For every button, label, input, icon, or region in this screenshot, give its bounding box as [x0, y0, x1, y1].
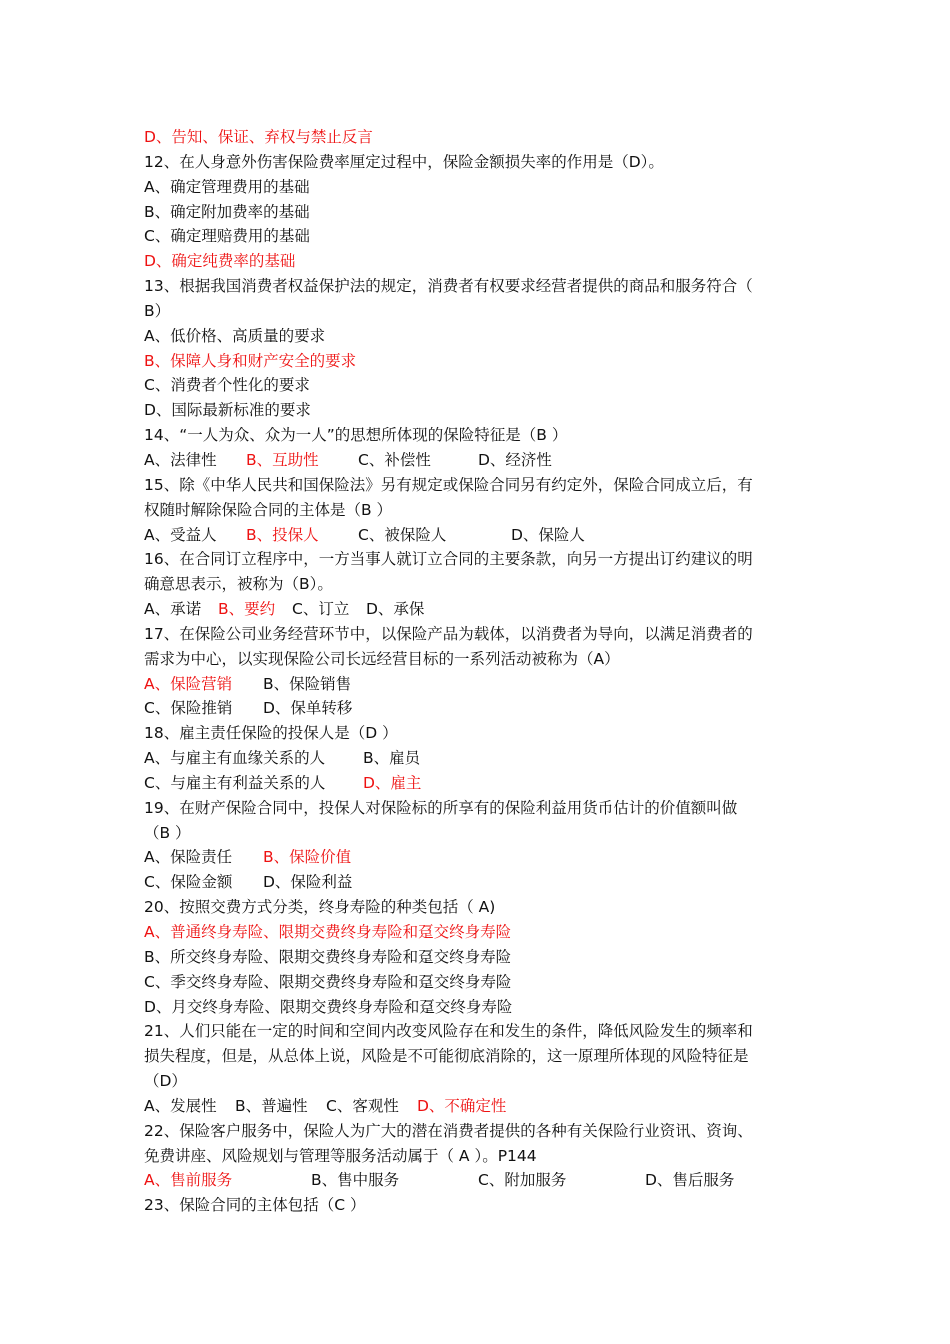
text-line: [144, 721, 824, 746]
line-text: （D）: [144, 1072, 187, 1091]
line-text: D、承保: [366, 600, 425, 619]
text-line: [144, 845, 824, 870]
line-text: B、售中服务: [311, 1171, 400, 1190]
text-line: [144, 448, 824, 473]
text-line: [144, 398, 824, 423]
text-line: [144, 249, 824, 274]
line-text: 16、在合同订立程序中，一方当事人就订立合同的主要条款，向另一方提出订约建议的明: [144, 550, 753, 569]
text-line: [144, 895, 824, 920]
text-line: [144, 373, 824, 398]
text-line: [144, 870, 824, 895]
line-text: 20、按照交费方式分类，终身寿险的种类包括（ A): [144, 898, 496, 917]
answer-text: A、售前服务: [144, 1171, 233, 1190]
line-text: B、雇员: [363, 749, 421, 768]
answer-text: D、告知、保证、弃权与禁止反言: [144, 128, 373, 146]
text-line: [144, 324, 824, 349]
text-line: [144, 473, 824, 498]
text-line: [144, 821, 824, 846]
line-text: D、保险利益: [263, 873, 353, 892]
answer-text: B、投保人: [246, 525, 319, 544]
text-line: [144, 175, 824, 200]
line-text: 14、“一人为众、众为一人”的思想所体现的保险特征是（B ）: [144, 426, 568, 445]
line-text: D、保险人: [511, 525, 585, 544]
text-line: [144, 746, 824, 771]
line-text: C、保险推销: [144, 699, 233, 718]
text-line: [144, 597, 824, 622]
answer-text: B、保障人身和财产安全的要求: [144, 351, 357, 370]
answer-text: A、保险营销: [144, 674, 233, 693]
line-text: 权随时解除保险合同的主体是（B ）: [144, 500, 393, 519]
text-line: [144, 970, 824, 995]
line-text: B、普遍性: [235, 1096, 308, 1115]
text-line: [144, 1044, 824, 1069]
line-text: C、客观性: [326, 1096, 399, 1115]
line-text: C、保险金额: [144, 873, 233, 892]
line-text: A、保险责任: [144, 848, 233, 867]
text-line: [144, 771, 824, 796]
line-text: 13、根据我国消费者权益保护法的规定，消费者有权要求经营者提供的商品和服务符合（: [144, 277, 753, 296]
text-line: [144, 796, 824, 821]
line-text: 免费讲座、风险规划与管理等服务活动属于（ A ）。P144: [144, 1146, 537, 1165]
text-line: [144, 622, 824, 647]
line-text: A、确定管理费用的基础: [144, 177, 310, 196]
line-text: 需求为中心，以实现保险公司长远经营目标的一系列活动被称为（A）: [144, 649, 620, 668]
line-text: 19、在财产保险合同中，投保人对保险标的所享有的保险利益用货币估计的价值额叫做: [144, 798, 738, 817]
line-text: C、被保险人: [358, 525, 447, 544]
line-text: D、月交终身寿险、限期交费终身寿险和趸交终身寿险: [144, 997, 513, 1016]
text-line: [144, 945, 824, 970]
text-line: [144, 920, 824, 945]
line-text: 17、在保险公司业务经营环节中，以保险产品为载体，以消费者为导向，以满足消费者的: [144, 624, 753, 643]
text-line: [144, 125, 824, 150]
line-text: C、与雇主有利益关系的人: [144, 773, 326, 792]
text-line: [144, 672, 824, 697]
line-text: B、所交终身寿险、限期交费终身寿险和趸交终身寿险: [144, 947, 512, 966]
question-list: [144, 125, 824, 1218]
text-line: [144, 274, 824, 299]
answer-text: D、不确定性: [417, 1096, 507, 1115]
line-text: B、确定附加费率的基础: [144, 202, 310, 221]
answer-text: D、雇主: [363, 773, 422, 792]
line-text: A、低价格、高质量的要求: [144, 326, 326, 345]
line-text: 21、人们只能在一定的时间和空间内改变风险存在和发生的条件，降低风险发生的频率和: [144, 1022, 753, 1041]
answer-text: B、互助性: [246, 450, 319, 469]
line-text: 23、保险合同的主体包括（C ）: [144, 1196, 366, 1215]
text-line: [144, 498, 824, 523]
line-text: 损失程度，但是，从总体上说，风险是不可能彻底消除的，这一原理所体现的风险特征是: [144, 1047, 749, 1066]
text-line: [144, 349, 824, 374]
answer-text: B、要约: [218, 600, 276, 619]
answer-text: B、保险价值: [263, 848, 352, 867]
line-text: D、国际最新标准的要求: [144, 401, 311, 420]
line-text: D、保单转移: [263, 699, 353, 718]
line-text: A、承诺: [144, 600, 202, 619]
line-text: C、消费者个性化的要求: [144, 376, 310, 395]
line-text: 15、除《中华人民共和国保险法》另有规定或保险合同另有约定外，保险合同成立后，有: [144, 475, 753, 494]
text-line: [144, 647, 824, 672]
line-text: B）: [144, 301, 171, 320]
text-line: [144, 299, 824, 324]
line-text: A、受益人: [144, 525, 217, 544]
line-text: B、保险销售: [263, 674, 352, 693]
line-text: （B ）: [144, 823, 191, 842]
text-line: [144, 200, 824, 225]
line-text: 12、在人身意外伤害保险费率厘定过程中，保险金额损失率的作用是（D）。: [144, 152, 664, 171]
line-text: C、补偿性: [358, 450, 431, 469]
line-text: D、经济性: [478, 450, 552, 469]
line-text: 18、雇主责任保险的投保人是（D ）: [144, 724, 398, 743]
text-line: [144, 1019, 824, 1044]
text-line: [144, 423, 824, 448]
answer-text: A、普通终身寿险、限期交费终身寿险和趸交终身寿险: [144, 923, 512, 941]
line-text: C、订立: [292, 600, 350, 619]
text-line: [144, 1119, 824, 1144]
text-line: [144, 1168, 824, 1193]
text-line: [144, 1144, 824, 1169]
text-line: [144, 224, 824, 249]
line-text: C、附加服务: [478, 1171, 567, 1190]
line-text: A、发展性: [144, 1096, 217, 1115]
line-text: A、与雇主有血缘关系的人: [144, 749, 326, 768]
line-text: C、确定理赔费用的基础: [144, 227, 310, 246]
text-line: [144, 523, 824, 548]
line-text: 确意思表示，被称为（B）。: [144, 575, 333, 594]
text-line: [144, 995, 824, 1020]
text-line: [144, 150, 824, 175]
text-line: [144, 1193, 824, 1218]
text-line: [144, 572, 824, 597]
line-text: 22、保险客户服务中，保险人为广大的潜在消费者提供的各种有关保险行业资讯、资询、: [144, 1121, 753, 1140]
line-text: D、售后服务: [645, 1171, 735, 1190]
text-line: [144, 1094, 824, 1119]
text-line: [144, 696, 824, 721]
line-text: A、法律性: [144, 450, 217, 469]
text-line: [144, 1069, 824, 1094]
line-text: C、季交终身寿险、限期交费终身寿险和趸交终身寿险: [144, 972, 512, 991]
text-line: [144, 547, 824, 572]
answer-text: D、确定纯费率的基础: [144, 252, 296, 271]
